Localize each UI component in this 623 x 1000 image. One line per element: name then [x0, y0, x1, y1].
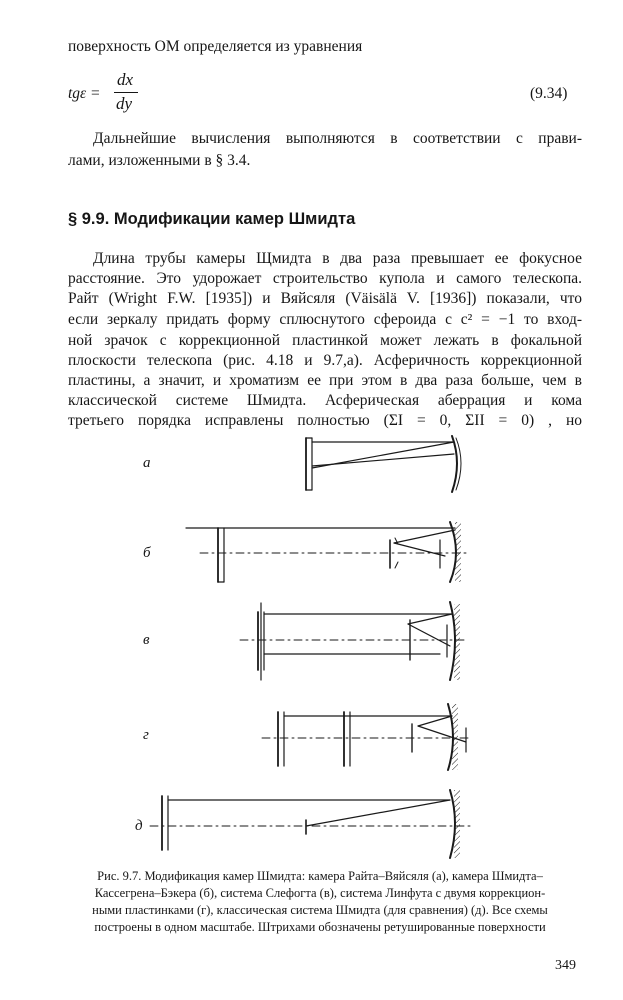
intro-line: поверхность OM определяется из уравнения: [68, 38, 363, 55]
caption-line: Кассегрена–Бэкера (б), система Слефогта (в), система Линфута с двумя коррекцион-: [94, 886, 546, 900]
diagram-label-g: г: [143, 727, 149, 743]
text-line: лами, изложенными в § 3.4.: [68, 152, 251, 169]
caption-line: ными пластинками (г), классическая система Шмидта (для сравнения) (д). Все схемы: [92, 903, 548, 917]
caption-line: построены в одном масштабе. Штрихами обозначены ретушированные поверхности: [94, 920, 546, 934]
text-line: ной зрачок с коррекционной пластинкой может лежать в фокальной: [68, 332, 582, 349]
text-line: плоскости телескопа (рис. 4.18 и 9.7,а). Асферичность коррекционной: [68, 352, 582, 369]
equation-denominator: dy: [116, 94, 133, 113]
page-number: 349: [555, 958, 576, 973]
diagram-d-classic-schmidt: [150, 790, 470, 858]
diagram-label-b: б: [143, 545, 151, 561]
section-heading: § 9.9. Модификации камер Шмидта: [68, 210, 356, 228]
text-line: Длина трубы камеры Щмидта в два раза превышает ее фокусное: [93, 250, 582, 267]
diagram-v-slevogt: [240, 602, 468, 680]
text-line: Райт (Wright F.W. [1935]) и Вяйсяля (Väisälä V. [1936]) показали, что: [68, 290, 582, 307]
text-line: классической системе Шмидта. Асферическая аберрация и кома: [68, 392, 582, 409]
equation-number: (9.34): [530, 85, 568, 102]
figure-caption: [40, 868, 600, 936]
diagram-a-wright-vaisala: [306, 436, 461, 492]
diagram-g-linfoot: [262, 704, 472, 770]
diagram-label-a: а: [143, 455, 151, 471]
diagram-b-schmidt-cassegrain-baker: [186, 522, 470, 582]
diagram-label-d: д: [135, 818, 143, 834]
text-line: расстояние. Это удорожает строительство купола и самого телескопа.: [68, 270, 582, 287]
caption-line: Рис. 9.7. Модификация камер Шмидта: камера Райта–Вяйсяля (а), камера Шмидта–: [97, 869, 543, 883]
text-line: Дальнейшие вычисления выполняются в соответствии с прави-: [93, 130, 582, 147]
text-line: пластины, а значит, и хроматизм ее при этом в два раза больше, чем в: [68, 372, 582, 389]
equation-lhs: tgε =: [68, 85, 101, 102]
equation-numerator: dx: [117, 70, 134, 89]
diagram-label-v: в: [143, 632, 150, 648]
text-line: если зеркалу придать форму сплюснутого сфероида с c² = −1 то вход-: [68, 311, 582, 328]
text-line: третьего порядка исправлены полностью (ΣI = 0, ΣII = 0) , но: [68, 412, 582, 429]
